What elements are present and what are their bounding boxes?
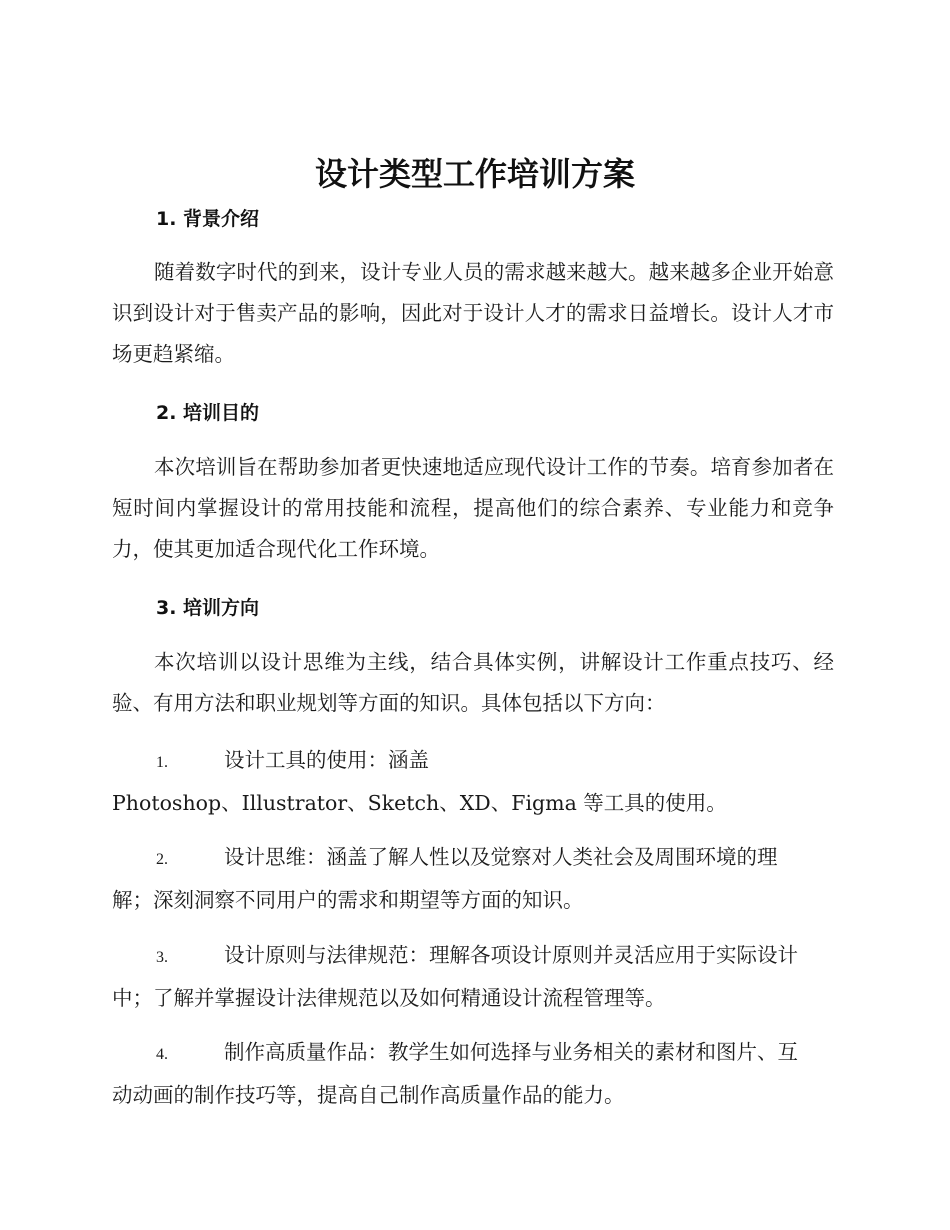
list-item-text: 设计工具的使用：涵盖: [224, 748, 429, 772]
list-item-continuation: 中；了解并掌握设计法律规范以及如何精通设计流程管理等。: [112, 986, 666, 1010]
section-paragraph-purpose: 本次培训旨在帮助参加者更快速地适应现代设计工作的节奏。培育参加者在短时间内掌握设计的常用技能和流程，提高他们的综合素养、专业能力和竞争力，使其更加适合现代化工作环境。: [112, 455, 834, 561]
list-number: 2.: [156, 851, 168, 868]
section-heading-background: 1. 背景介绍: [156, 208, 260, 230]
list-item-1: [112, 740, 834, 824]
list-item-4: [112, 1032, 834, 1116]
list-item-3: [112, 935, 834, 1019]
list-item-text: 设计原则与法律规范：理解各项设计原则并灵活应用于实际设计: [224, 943, 798, 967]
section-heading-purpose: 2. 培训目的: [156, 402, 260, 424]
list-number: 1.: [156, 754, 168, 771]
list-item-continuation: 动动画的制作技巧等，提高自己制作高质量作品的能力。: [112, 1083, 625, 1107]
list-item-2: [112, 837, 834, 921]
list-item-continuation: Photoshop、Illustrator、Sketch、XD、Figma 等工具的使用。: [112, 791, 727, 815]
list-item-text: 制作高质量作品：教学生如何选择与业务相关的素材和图片、互: [224, 1040, 798, 1064]
list-number: 3.: [156, 949, 168, 966]
list-item-text: 设计思维：涵盖了解人性以及觉察对人类社会及周围环境的理: [224, 845, 778, 869]
section-heading-direction: 3. 培训方向: [156, 597, 260, 619]
section-paragraph-direction: 本次培训以设计思维为主线，结合具体实例，讲解设计工作重点技巧、经验、有用方法和职业规划等方面的知识。具体包括以下方向：: [112, 650, 834, 715]
list-number: 4.: [156, 1046, 168, 1063]
list-item-continuation: 解；深刻洞察不同用户的需求和期望等方面的知识。: [112, 888, 584, 912]
document-title: 设计类型工作培训方案: [314, 155, 635, 193]
section-paragraph-background: 随着数字时代的到来，设计专业人员的需求越来越大。越来越多企业开始意识到设计对于售卖产品的影响，因此对于设计人才的需求日益增长。设计人才市场更趋紧缩。: [112, 260, 834, 366]
